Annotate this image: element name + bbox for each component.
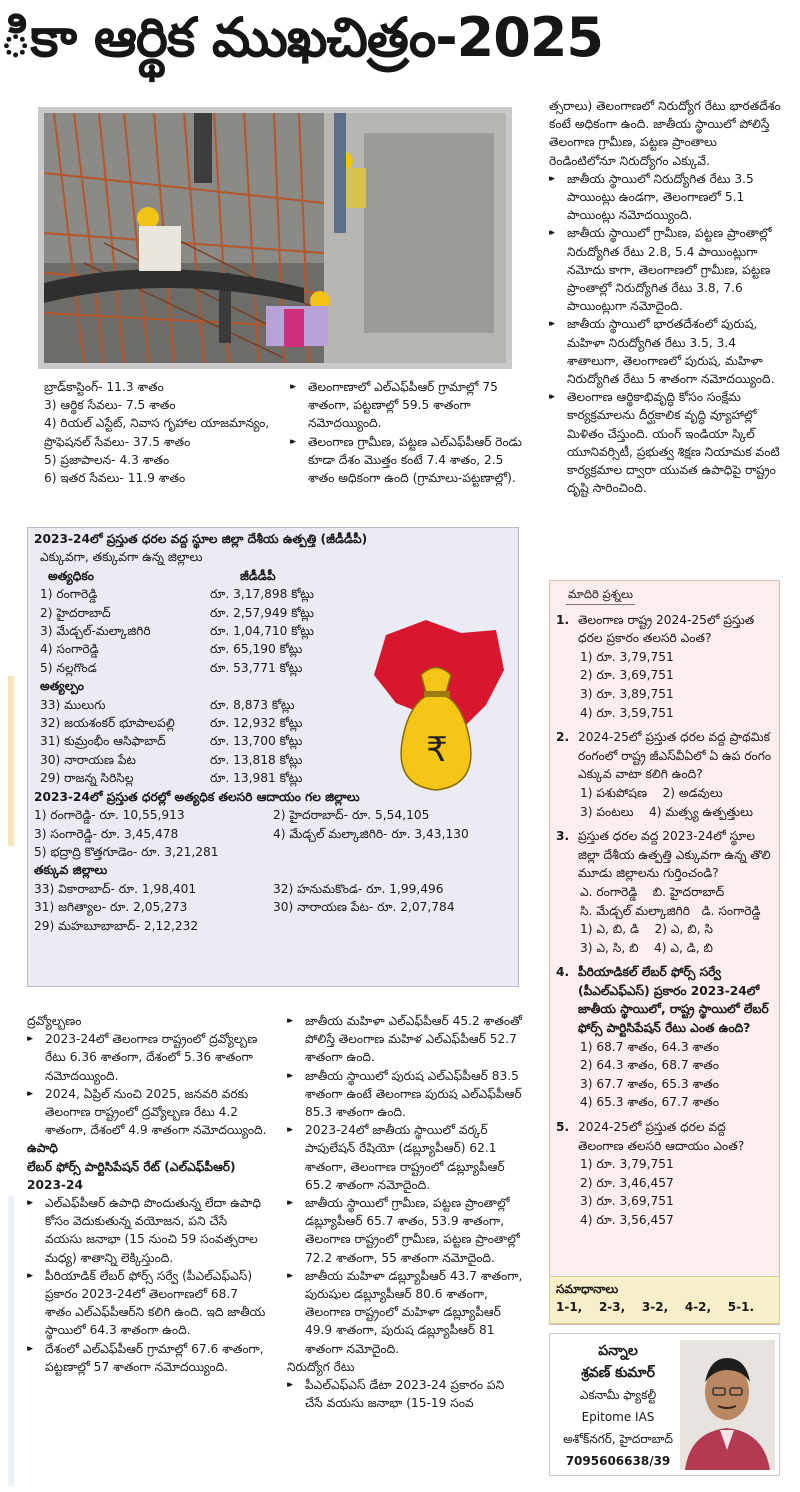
unemployment-bullet-2: ▸▸ జాతీయ స్థాయిలో గ్రామీణ, పట్టణ ప్రాంతాల్లో నిరుద్యోగిత రేటు 2.8, 5.4 పాయింట్లుగా నమోదు కాగా, తెలంగాణలో గ్రామీణ, పట్టణ ప్రాంతాల్లో నిరుద్యోగిత రేటు 3.8, 7.6 పాయింట్లుగా నమోదైంది. [549, 224, 785, 315]
option: 1) రూ. 3,79,751 [580, 649, 674, 664]
per-capita-item: 30) నారాయణ పేట- రూ. 2,07,784 [273, 900, 455, 915]
mid-bottom-column [287, 1012, 523, 1412]
wpr-bullet-3: ▸▸ 2023-24లో జాతీయ స్థాయిలో వర్కర్ పాపులేషన్ రేషియో (డబ్ల్యూపీఆర్) 62.1 శాతంగా, తెలంగాణ రాష్ట్రంలో డబ్ల్యూపీఆర్ 65.2 శాతంగా నమోదైంది. [287, 1121, 523, 1194]
wpr-bullet-4: ▸▸ జాతీయ స్థాయిలో గ్రామీణ, పట్టణ ప్రాంతాల్లో డబ్ల్యూపీఆర్ 65.7 శాతం, 53.9 శాతంగా, తెలంగాణ రాష్ట్రంలో గ్రామీణ, పట్టణ ప్రాంతాల్లో 72.2 శాతంగా, 55 శాతంగా నమోదైంది. [287, 1194, 523, 1267]
lfpr-bullet-2: ▸▸ పీరియాడిక్ లేబర్ ఫోర్స్ సర్వే (పీఎల్ఎఫ్ఎస్) ప్రకారం 2023-24లో తెలంగాణలో 68.7 శాతం ఎల్ఎఫ్‌పీఆర్‌ని కలిగి ఉంది. ఇది జాతీయ స్థాయిలో 64.3 శాతంగా ఉంది. [27, 1267, 267, 1340]
district-name: 3) మేడ్చల్-మల్కాజిగిరి [40, 624, 151, 639]
district-value: రూ. 12,932 కోట్లు [210, 716, 303, 731]
left-edge-marks [0, 106, 16, 1486]
author-phone: 7095606638/39 [565, 1454, 671, 1468]
question-4 [556, 963, 773, 1037]
option: 3) ఎ, సి, బి 4) ఎ, డి, బి [580, 940, 713, 955]
question-number: 5. [556, 1120, 570, 1135]
option: 2) రూ. 3,69,751 [580, 668, 674, 683]
author-role: ఎకనామీ ఫ్యాకల్టీ [579, 1388, 657, 1402]
unemployment-bullet-1: ▸▸ జాతీయ స్థాయిలో నిరుద్యోగిత రేటు 3.5 పాయింట్లు ఉండగా, తెలంగాణలో 5.1 పాయింట్లు నమోదయ్యింది. [549, 170, 785, 225]
unemployment-heading: నిరుద్యోగ రేటు [287, 1359, 355, 1374]
district-value: రూ. 13,700 కోట్లు [210, 734, 303, 749]
author-card [549, 1333, 780, 1476]
unemployment-intro: త్సరాలు) తెలంగాణలో నిరుద్యోగ రేటు భారతదేశం కంటే అధికంగా ఉంది. జాతీయ స్థాయిలో పోలిస్తే తెలంగాణ గ్రామీణ, పట్టణ ప్రాంతాలు రెండింటిలోనూ నిరుద్యోగం ఎక్కువే. [549, 99, 781, 168]
option: 3) రూ. 3,69,751 [580, 1194, 674, 1209]
model-questions-tag: మాదిరి ప్రశ్నలు [566, 585, 635, 605]
question-number: 1. [556, 612, 570, 627]
option: 4) రూ. 3,59,751 [580, 705, 674, 720]
question-number: 3. [556, 829, 570, 844]
per-capita-item: 31) జగిత్యాల- రూ. 2,05,273 [34, 900, 188, 915]
per-capita-item: 33) వికారాబాద్- రూ. 1,98,401 [34, 881, 197, 896]
gddp-subtitle: ఎక్కువగా, తక్కువగా ఉన్న జిల్లాలు [40, 550, 203, 565]
construction-illustration [44, 113, 506, 363]
district-name: 29) రాజన్న సిరిసిల్ల [40, 771, 134, 786]
answers-text: 1-1, 2-3, 3-2, 4-2, 5-1. [556, 1300, 755, 1314]
per-capita-item: 1) రంగారెడ్డి- రూ. 10,55,913 [34, 808, 185, 823]
district-value: రూ. 13,981 కోట్లు [210, 771, 303, 786]
wpr-bullet-2: ▸▸ జాతీయ స్థాయిలో పురుష ఎల్ఎఫ్‌పీఆర్ 83.5 శాతంగా ఉంటే తెలంగాణ పురుష ఎల్ఎఫ్‌పీఆర్ 85.3 శాతంగా ఉంది. [287, 1067, 523, 1122]
question-text: తెలంగాణ రాష్ట్ర 2024-25లో ప్రస్తుత ధరల ప్రకారం తలసరి ఎంత? [578, 612, 755, 646]
question-text: ప్రస్తుత ధరల వద్ద 2023-24లో స్థూల జిల్లా దేశీయ ఉత్పత్తి ఎక్కువగా ఉన్న తొలి మూడు జిల్లాలను గుర్తించండి? [578, 829, 771, 881]
unemployment-plfs-bullet: ▸▸ పీఎల్ఎఫ్ఎస్ డేటా 2023-24 ప్రకారం పని చేసే వయసు జనాభా (15-19 సంవ [287, 1376, 523, 1412]
wpr-bullet-5: ▸▸ జాతీయ మహిళా డబ్ల్యూపీఆర్ 43.7 శాతంగా, పురుషుల డబ్ల్యూపీఆర్ 80.6 శాతంగా, తెలంగాణ రాష్ట్రంలో మహిళా డబ్ల్యూపీఆర్ 49.9 శాతంగా, పురుష డబ్ల్యూపీఆర్ 81 శాతంగా నమోదైంది. [287, 1267, 523, 1358]
author-name: శ్రవణ్ కుమార్ [581, 1365, 655, 1381]
left-edge-strip [0, 106, 16, 1486]
services-line-5: 6) ఇతర సేవలు- 11.9 శాతం [44, 471, 186, 486]
option: 1) 68.7 శాతం, 64.3 శాతం [580, 1039, 719, 1054]
author-photo [680, 1340, 775, 1470]
per-capita-item: 5) భద్రాద్రి కొత్తగూడెం- రూ. 3,21,281 [34, 844, 219, 859]
option: 3) 67.7 శాతం, 65.3 శాతం [580, 1076, 719, 1091]
author-details [554, 1340, 682, 1472]
employment-heading: ఉపాధి [27, 1141, 58, 1156]
wpr-bullet-1: ▸▸ జాతీయ మహిళా ఎల్ఎఫ్‌పీఆర్ 45.2 శాతంతో పోలిస్తే తెలంగాణ మహిళ ఎల్ఎఫ్‌పీఆర్ 52.7 శాతంగా ఉంది. [287, 1012, 523, 1067]
unemployment-bullet-3: ▸▸ జాతీయ స్థాయిలో భారతదేశంలో పురుష, మహిళా నిరుద్యోగిత రేటు 3.5, 3.4 శాతాలుగా, తెలంగాణలో పురుష, మహిళా నిరుద్యోగిత రేటు 5 శాతంగా నమోదయ్యింది. [549, 315, 785, 388]
inflation-bullet-1: ▸▸ 2023-24లో తెలంగాణ రాష్ట్రంలో ద్రవ్యోల్బణ రేటు 6.36 శాతంగా, దేశంలో 5.36 శాతంగా నమోదయ్యింది. [27, 1030, 267, 1085]
district-name: 4) సంగారెడ్డి [40, 642, 99, 657]
option: 3) రూ. 3,89,751 [580, 686, 674, 701]
district-value: రూ. 2,57,949 కోట్లు [210, 605, 314, 620]
option: 1) రూ. 3,79,751 [580, 1157, 674, 1172]
lfpr-bullet-1: ▸▸ ఎల్ఎఫ్‌పీఆర్ ఉపాధి పొందుతున్న లేదా ఉపాధి కోసం వెదుకుతున్న వయోజన, పని చేసే వయసు జనాభా (15 నుంచి 59 సంవత్సరాల మధ్య) శాతాన్ని లెక్కిస్తుంది. [27, 1194, 267, 1267]
option: 3) పంటలు 4) మత్స్య ఉత్పత్తులు [580, 804, 753, 819]
question-number: 4. [556, 965, 570, 980]
gddp-value-header: జీడీడీపీ [240, 568, 276, 583]
per-capita-item: 2) హైదరాబాద్- రూ. 5,54,105 [273, 808, 430, 823]
district-name: 1) రంగారెడ్డి [40, 587, 98, 602]
right-top-column [549, 97, 785, 497]
inflation-heading: ద్రవ్యోల్బణం [27, 1014, 82, 1028]
question-5 [556, 1118, 773, 1155]
author-org: Epitome IAS [581, 1410, 655, 1424]
district-value: రూ. 13,818 కోట్లు [210, 752, 303, 767]
question-number: 2. [556, 730, 570, 745]
district-name: 5) నల్లగొండ [40, 660, 97, 675]
option: 1) ఎ, బి, డి 2) ఎ, బి, సి [580, 922, 713, 937]
option: 4) 65.3 శాతం, 67.7 శాతం [580, 1095, 719, 1110]
question-2 [556, 728, 773, 784]
services-line-2: 3) ఆర్థిక సేవలు- 7.5 శాతం [44, 398, 176, 413]
services-line-1: బ్రాడ్‌కాస్టింగ్- 11.3 శాతం [44, 380, 164, 394]
per-capita-item: 29) మహబూబాబాద్- 2,12,232 [34, 918, 199, 933]
district-name: 33) ములుగు [40, 697, 106, 712]
per-capita-item: 32) హనుమకొండ- రూ. 1,99,496 [273, 881, 444, 896]
headline: ికా ఆర్థిక ముఖచిత్రం-2025 [0, 6, 603, 69]
lfpr-compare-bullet: ▸▸ తెలంగాణ గ్రామీణ, పట్టణ ఎల్ఎఫ్‌పీఆర్ రెండు కూడా దేశం మొత్తం కంటే 7.4 శాతం, 2.5 శాతం అధికంగా ఉంది (గ్రామాలు-పట్టణాల్లో). [290, 433, 522, 488]
option: 1) పశుపోషణ 2) అడవులు [580, 785, 723, 800]
answers-box [549, 1276, 780, 1324]
option: ఎ. రంగారెడ్డి బి. హైదరాబాద్ [580, 884, 725, 899]
lfpr-heading: లేబర్ ఫోర్స్ పార్టిసిపేషన్ రేట్ (ఎల్ఎఫ్‌పీఆర్) 2023-24 [27, 1159, 236, 1192]
answers-heading: సమాధానాలు [556, 1282, 619, 1296]
mid-top-column [290, 378, 522, 487]
left-top-column [44, 378, 276, 487]
question-1 [556, 611, 773, 648]
question-3 [556, 827, 773, 883]
per-capita-item: 3) సంగారెడ్డి- రూ. 3,45,478 [34, 826, 179, 841]
district-value: రూ. 65,190 కోట్లు [210, 642, 303, 657]
inflation-bullet-2: ▸▸ 2024, ఏప్రిల్ నుంచి 2025, జనవరి వరకు తెలంగాణ రాష్ట్రంలో ద్రవ్యోల్బణ రేటు 4.2 శాతంగా, దేశంలో 4.9 శాతంగా నమోదయ్యింది. [27, 1085, 267, 1140]
gddp-highest-header: అత్యధికం [48, 568, 94, 583]
district-value: రూ. 8,873 కోట్లు [210, 697, 295, 712]
money-bag-icon [366, 615, 508, 795]
district-name: 2) హైదరాబాద్ [40, 605, 111, 620]
unemployment-bullet-4: ▸▸ తెలంగాణ ఆర్థికాభివృద్ధి కోసం సంక్షేమ కార్యక్రమాలను దీర్ఘకాలిక వృద్ధి వ్యూహాల్లో మిళితం చేస్తుంది. యంగ్ ఇండియా స్కిల్ యూనివర్సిటీ, ప్రభుత్వ శిక్షణ నియామక వంటి కార్యక్రమాల ద్వారా యువత ఉపాధిపై రాష్ట్రం దృష్టి సారించింది. [549, 388, 785, 497]
gddp-lowest-header: అత్యల్పం [40, 679, 84, 694]
district-name: 31) కుమ్రంభీం ఆసిఫాబాద్ [40, 734, 166, 749]
district-value: రూ. 53,771 కోట్లు [210, 660, 303, 675]
services-line-4: 5) ప్రజాపాలన- 4.3 శాతం [44, 452, 170, 467]
option: 4) రూ. 3,56,457 [580, 1213, 674, 1227]
question-text: పీరియాడికల్ లేబర్ ఫోర్స్ సర్వే (పీఎల్ఎఫ్ఎస్) ప్రకారం 2023-24లో జాతీయ స్థాయిలో, రాష్ట్ర స్థాయిలో లేబర్ ఫోర్స్ పార్టిసిపేషన్ రేటు ఎంత ఉంది? [578, 965, 769, 1036]
option: 2) రూ. 3,46,457 [580, 1175, 674, 1190]
left-bottom-column [27, 1012, 267, 1376]
model-questions-box [549, 580, 780, 1325]
option: 2) 64.3 శాతం, 68.7 శాతం [580, 1058, 719, 1073]
per-capita-title: 2023-24లో ప్రస్తుత ధరల్లో అత్యధిక తలసరి ఆదాయం గల జిల్లాలు [34, 789, 360, 804]
svg-text:₹: ₹ [426, 730, 448, 770]
district-value: రూ. 1,04,710 కోట్లు [210, 624, 314, 639]
author-portrait [680, 1340, 775, 1470]
district-name: 32) జయశంకర్ భూపాలపల్లి [40, 716, 175, 731]
lfpr-village-bullet: ▸▸ తెలంగాణాలో ఎల్ఎఫ్‌పీఆర్ గ్రామాల్లో 75 శాతంగా, పట్టణాల్లో 59.5 శాతంగా నమోదయ్యింది. [290, 378, 522, 433]
district-name: 30) నారాయణ పేట [40, 752, 136, 767]
construction-photo [38, 107, 512, 369]
telangana-map-money-bag-icon [366, 615, 508, 795]
gddp-title: 2023-24లో ప్రస్తుత ధరల వద్ద స్థూల జిల్లా దేశీయ ఉత్పత్తి (జీడీడీపీ) [34, 532, 368, 546]
per-capita-item: 4) మేడ్చల్ మల్కాజిగిరి- రూ. 3,43,130 [273, 826, 469, 841]
question-text: 2024-25లో ప్రస్తుత ధరల వద్ద తెలంగాణ తలసరి ఆదాయం ఎంత? [578, 1120, 745, 1153]
author-first-name: పన్నాల [598, 1343, 638, 1359]
question-text: 2024-25లో ప్రస్తుత ధరల వద్ద ప్రాథమిక రంగంలో రాష్ట్ర జీఎస్‌వీఏలో ఏ ఉప రంగం ఎక్కువ వాటా కలిగి ఉంది? [578, 730, 772, 782]
services-line-3: 4) రియల్ ఎస్టేట్, నివాస గృహాల యాజమాన్యం, ప్రొఫెషనల్ సేవలు- 37.5 శాతం [44, 416, 270, 449]
lfpr-bullet-3: ▸▸ దేశంలో ఎల్ఎఫ్‌పీఆర్ గ్రామాల్లో 67.6 శాతంగా, పట్టణాల్లో 57 శాతంగా నమోదయ్యింది. [27, 1340, 267, 1376]
district-value: రూ. 3,17,898 కోట్లు [210, 587, 314, 602]
option: సి. మేడ్చల్ మల్కాజిగిరి డి. సంగారెడ్డి [580, 903, 761, 918]
per-capita-low-title: తక్కువ జిల్లాలు [34, 863, 108, 878]
author-place: అశోక్‌నగర్, హైదరాబాద్ [563, 1432, 673, 1446]
